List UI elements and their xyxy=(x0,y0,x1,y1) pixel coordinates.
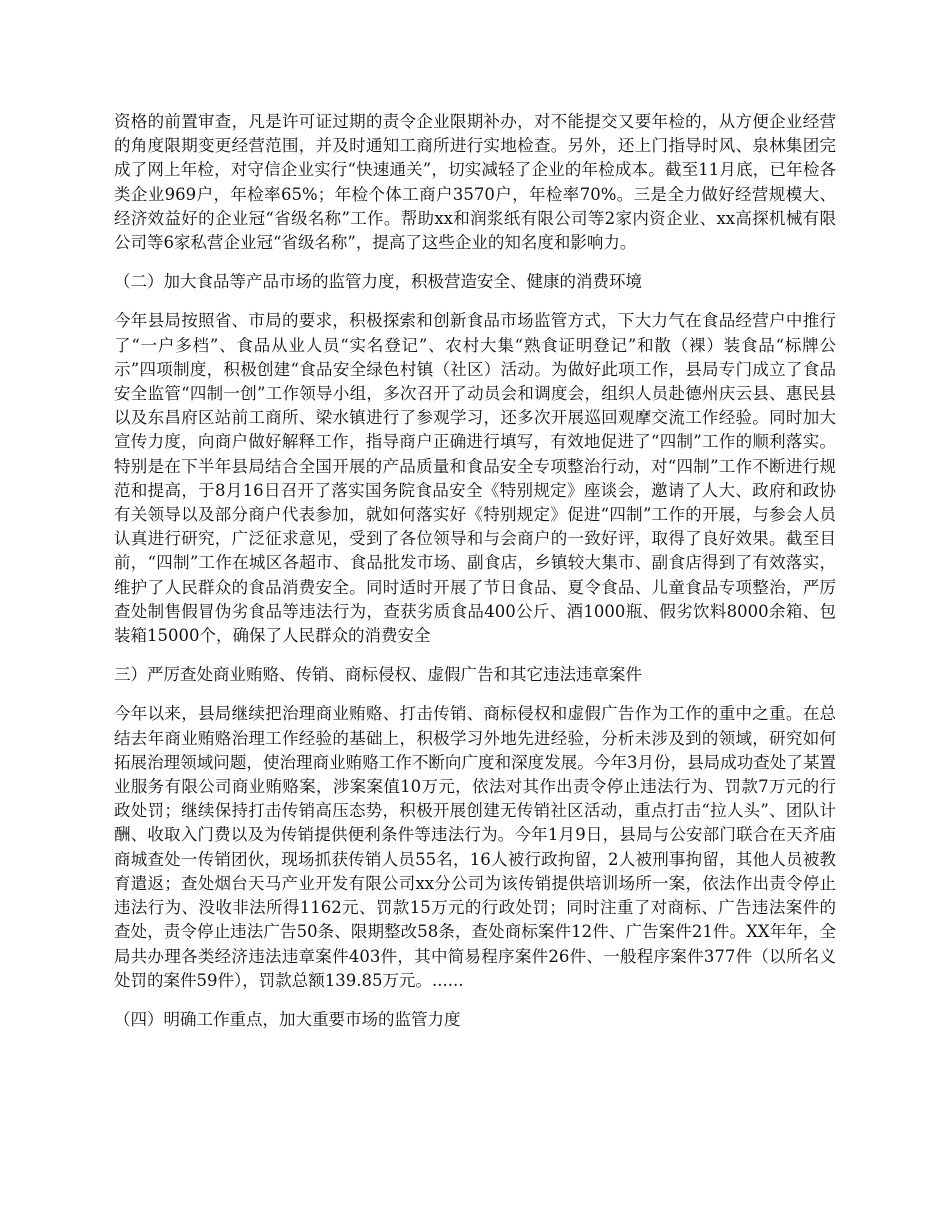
paragraph-food-safety: 今年县局按照省、市局的要求，积极探索和创新食品市场监管方式，下大力气在食品经营户中推行了“一户多档”、食品从业人员“实名登记”、农村大集“熟食证明登记”和散（裸）装食品“标牌公示”四项制度，积极创建“食品安全绿色村镇（社区）活动。为做好此项工作，县局专门成立了食品安全监管“四制一创”工作领导小组，多次召开了动员会和调度会，组织人员赴德州庆云县、惠民县以及东昌府区站前工商所、梁水镇进行了参观学习，还多次开展巡回观摩交流工作经验。同时加大宣传力度，向商户做好解释工作，指导商户正确进行填写，有效地促进了“四制”工作的顺利落实。特别是在下半年县局结合全国开展的产品质量和食品安全专项整治行动，对“四制”工作不断进行规范和提高，于8月16日召开了落实国务院食品安全《特别规定》座谈会，邀请了人大、政府和政协有关领导以及部分商户代表参加，就如何落实好《特别规定》促进“四制”工作的开展，与参会人员认真进行研究，广泛征求意见，受到了各位领导和与会商户的一致好评，取得了良好效果。截至目前，“四制”工作在城区各超市、食品批发市场、副食店，乡镇较大集市、副食店得到了有效落实，维护了人民群众的食品消费安全。同时适时开展了节日食品、夏令食品、儿童食品专项整治，严厉查处制售假冒伪劣食品等违法行为，查获劣质食品400公斤、酒1000瓶、假劣饮料8000余箱、包装箱15000个，确保了人民群众的消费安全 xyxy=(114,311,836,646)
section-heading-commercial-bribery: 三）严厉查处商业贿赂、传销、商标侵权、虚假广告和其它违法违章案件 xyxy=(114,665,642,685)
paragraph-annual-inspection: 资格的前置审查，凡是许可证过期的责令企业限期补办，对不能提交又要年检的，从方便企业经营的角度限期变更经营范围，并及时通知工商所进行实地检查。另外，还上门指导时风、泉林集团完成了网上年检，对守信企业实行“快速通关”，切实减轻了企业的年检成本。截至11月底，已年检各类企业969户，年检率65%；年检个体工商户3570户，年检率70%。三是全力做好经营规模大、经济效益好的企业冠“省级名称”工作。帮助xx和润浆纸有限公司等2家内资企业、xx高探机械有限公司等6家私营企业冠“省级名称”，提高了这些企业的知名度和影响力。 xyxy=(114,112,836,253)
section-heading-food-market: （二）加大食品等产品市场的监管力度，积极营造安全、健康的消费环境 xyxy=(114,272,642,292)
section-heading-key-markets: （四）明确工作重点，加大重要市场的监管力度 xyxy=(114,1009,461,1029)
paragraph-case-handling: 今年以来，县局继续把治理商业贿赂、打击传销、商标侵权和虚假广告作为工作的重中之重。在总结去年商业贿赂治理工作经验的基础上，积极学习外地先进经验，分析未涉及到的领域，研究如何拓展治理领域问题，使治理商业贿赂工作不断向广度和深度发展。今年3月份，县局成功查处了某置业服务有限公司商业贿赂案，涉案案值10万元，依法对其作出责令停止违法行为、罚款7万元的行政处罚；继续保持打击传销高压态势，积极开展创建无传销社区活动，重点打击“拉人头”、团队计酬、收取入门费以及为传销提供便利条件等违法行为。今年1月9日，县局与公安部门联合在天齐庙商城查处一传销团伙，现场抓获传销人员55名，16人被行政拘留，2人被刑事拘留，其他人员被教育遣返；查处烟台天马产业开发有限公司xx分公司为该传销提供培训场所一案，依法作出责令停止违法行为、没收非法所得1162元、罚款15万元的行政处罚；同时注重了对商标、广告违法案件的查处，责令停止违法广告50条、限期整改58条，查处商标案件12件、广告案件21件。XX年年，全局共办理各类经济违法违章案件403件，其中简易程序案件26件、一般程序案件377件（以所名义处罚的案件59件），罚款总额139.85万元。...... xyxy=(114,704,836,990)
